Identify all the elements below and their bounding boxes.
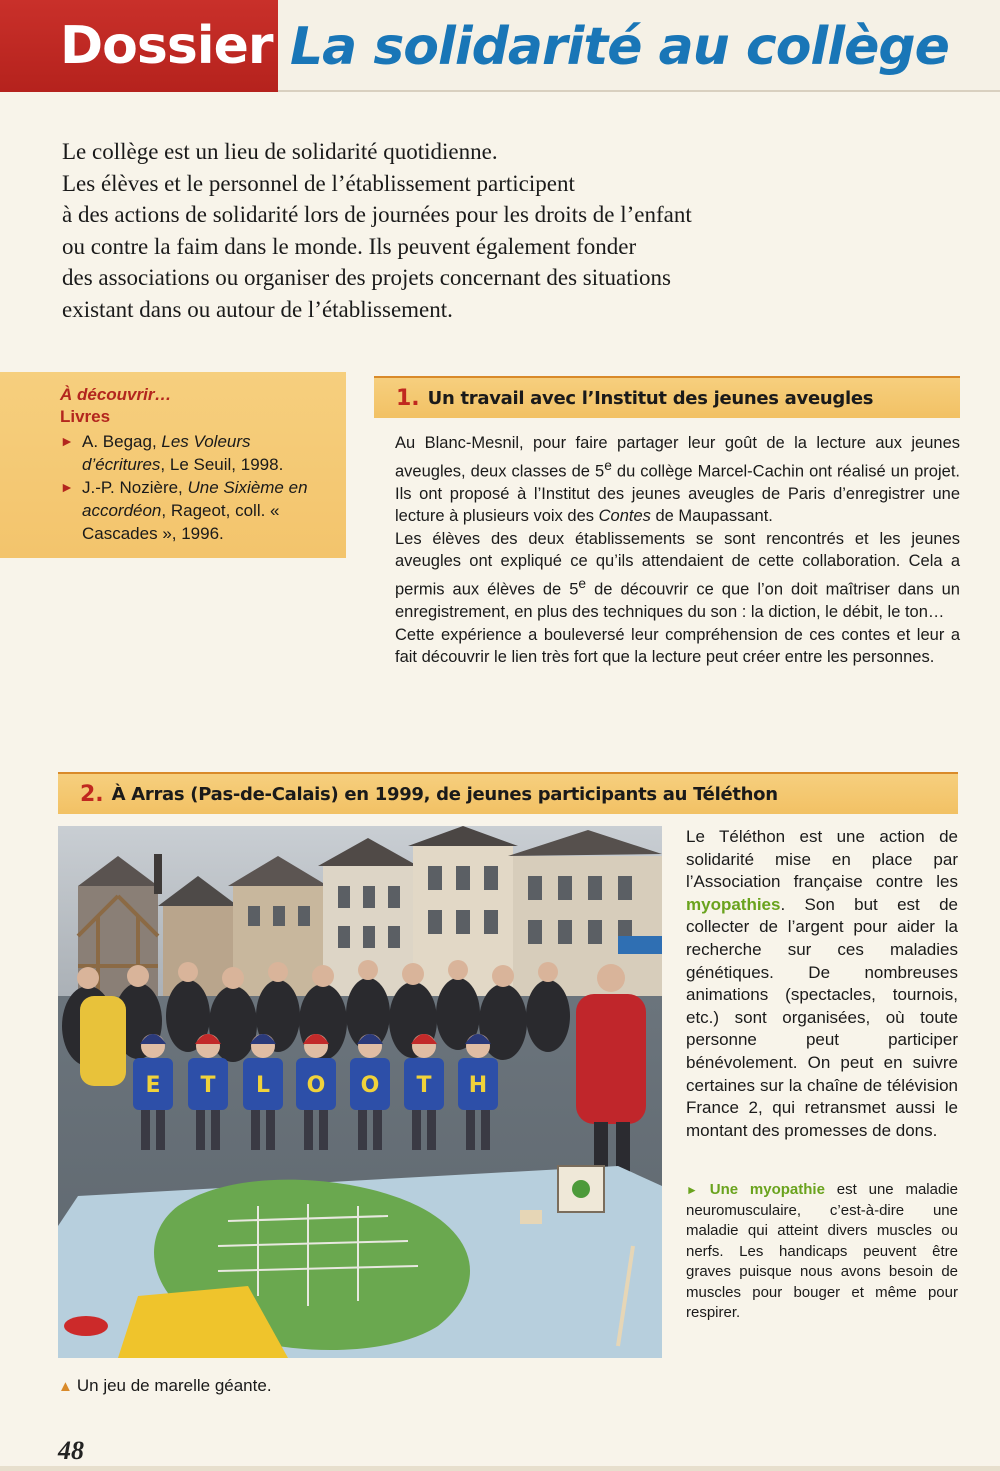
arrow-right-icon: ► xyxy=(60,433,74,449)
page-title: La solidarité au collège xyxy=(290,17,949,77)
book-title: Une Sixième en accordéon xyxy=(82,478,308,520)
page-header xyxy=(0,0,1000,92)
section-2-heading xyxy=(58,772,958,814)
vest-letter: T xyxy=(416,1073,432,1098)
superscript: e xyxy=(604,457,612,473)
vest-letter: O xyxy=(306,1073,326,1098)
book-list xyxy=(60,430,336,545)
vest-letter: H xyxy=(468,1073,488,1098)
vest-letter: L xyxy=(255,1073,271,1098)
intro-line: des associations ou organiser des projets concernant des situations xyxy=(62,265,671,290)
section-number: 2. xyxy=(80,781,104,807)
intro-paragraph xyxy=(62,136,902,325)
photo-caption xyxy=(58,1376,272,1396)
keyword: myopathies xyxy=(686,894,781,914)
section-number: 1. xyxy=(396,385,420,411)
caption-text: Un jeu de marelle géante. xyxy=(76,1376,272,1395)
note-text: est une maladie neuromusculaire, c’est-à-dire une maladie qui atteint divers muscles ou nerfs. Les handicaps peuvent être graves puisque nous avons besoin de muscles pour bouger et même pour respirer. xyxy=(686,1181,958,1321)
keyword: Une myopathie xyxy=(709,1181,825,1198)
vest-letter: E xyxy=(145,1073,161,1098)
dossier-label: Dossier xyxy=(0,0,278,92)
vest-letter: T xyxy=(200,1073,216,1098)
discover-category: Livres xyxy=(60,407,111,426)
text-run: de Maupassant. xyxy=(650,507,773,526)
text-run: du collège Marcel-Cachin ont réalisé un projet. Ils ont proposé à l’Institut des jeunes aveugles de Paris d’enregistrer une lecture à plusieurs voix des xyxy=(395,462,960,526)
red-disc xyxy=(64,1316,108,1336)
text-run: Au Blanc-Mesnil, pour faire partager leur goût de la lecture aux jeunes aveugles, deux classes de 5 xyxy=(395,434,960,481)
text-run: Les élèves des deux établissements se sont rencontrés et les jeunes aveugles ont expliqué ce qu’ils attendaient de cette collaboration. Cela a permis aux élèves de 5 xyxy=(395,529,960,599)
footer-divider xyxy=(0,1466,1000,1471)
section-title: À Arras (Pas-de-Calais) en 1999, de jeunes participants au Téléthon xyxy=(111,783,778,805)
discover-heading: À découvrir… xyxy=(60,385,172,404)
arrow-right-icon: ► xyxy=(60,479,74,495)
text-run: de découvrir ce que l’on doit maîtriser dans un enregistrement, en plus des techniques du son : la diction, le débit, le ton… xyxy=(395,580,960,622)
book-publisher: , Le Seuil, 1998. xyxy=(160,455,284,474)
section-1-body xyxy=(395,432,960,669)
arrow-right-icon: ► xyxy=(686,1183,698,1197)
telethon-photo-illustration xyxy=(58,826,662,1358)
book-author: A. Begag, xyxy=(82,432,162,451)
intro-line: à des actions de solidarité lors de journées pour les droits de l’enfant xyxy=(62,202,692,227)
section-title: Un travail avec l’Institut des jeunes aveugles xyxy=(427,387,874,409)
book-author: J.-P. Nozière, xyxy=(82,478,188,497)
section-2-body xyxy=(686,826,958,1142)
paragraph xyxy=(395,528,960,624)
intro-line: Le collège est un lieu de solidarité quotidienne. xyxy=(62,139,498,164)
book-publisher: , Rageot, coll. « Cascades », 1996. xyxy=(82,501,280,543)
intro-line: ou contre la faim dans le monde. Ils peuvent également fonder xyxy=(62,233,637,259)
discover-box xyxy=(0,372,346,558)
book-title: Les Voleurs d’écritures xyxy=(82,432,251,474)
paragraph xyxy=(395,432,960,528)
page-number: 48 xyxy=(58,1436,84,1465)
paragraph: Cette expérience a bouleversé leur compréhension de ces contes et leur a fait découvrir le lien très fort que la lecture peut créer entre les personnes. xyxy=(395,625,960,667)
text-run: . Son but est de collecter de l’argent pour aider la recherche sur ces maladies génétiques. De nombreuses animations (spectacles, tournois, etc.) sont organisées, où toute personne peut participer bénévolement. On peut en suivre certaines sur la chaîne de télévision France 2, qui retransmet aussi le montant des promesses de dons. xyxy=(686,894,958,1140)
triangle-up-icon: ▲ xyxy=(58,1378,73,1395)
intro-line: Les élèves et le personnel de l’établissement participent xyxy=(62,170,575,196)
telethon-photo xyxy=(58,826,662,1358)
definition-note xyxy=(686,1180,958,1324)
superscript: e xyxy=(578,576,587,592)
italic-title: Contes xyxy=(598,507,651,526)
book-item xyxy=(60,476,336,545)
text-run: Le Téléthon est une action de solidarité mise en place par l’Association française contre les xyxy=(686,827,958,892)
intro-line: existant dans ou autour de l’établissement. xyxy=(62,296,453,322)
book-item xyxy=(60,430,336,476)
vest-letter: O xyxy=(360,1073,380,1098)
section-1-heading xyxy=(374,376,960,418)
